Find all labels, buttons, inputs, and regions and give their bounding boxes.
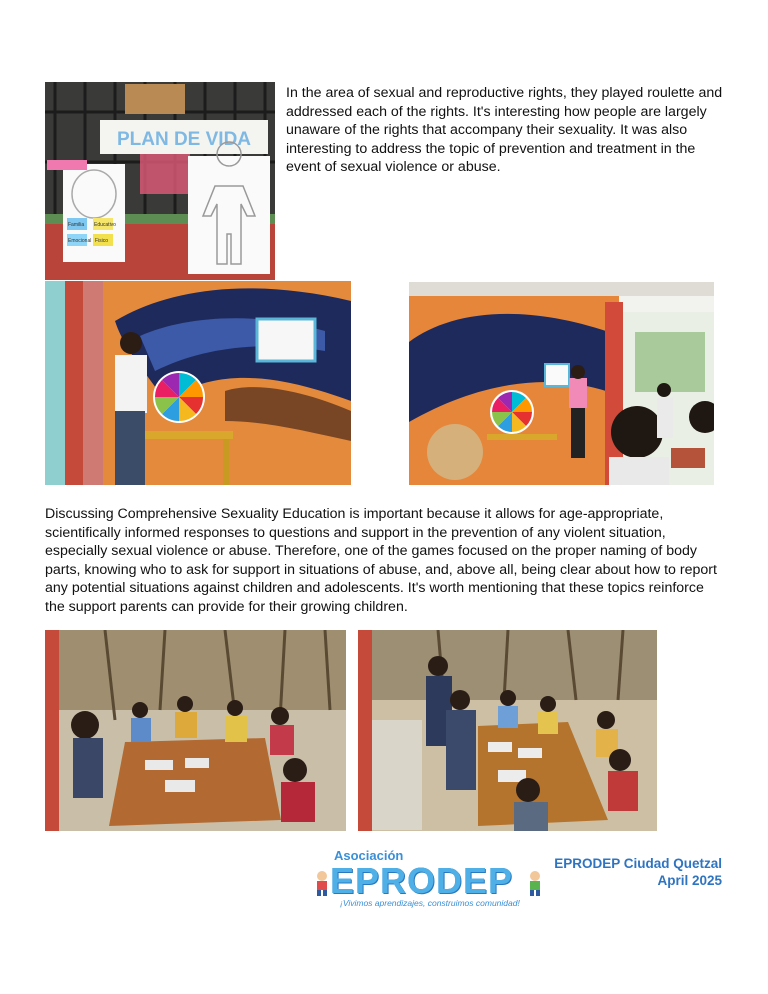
logo-name-text: EPRODEP [330,860,514,901]
footer-org: EPRODEP Ciudad Quetzal [554,856,722,871]
logo-tagline: ¡Vivimos aprendizajes, construimos comunidad! [340,898,520,908]
note-familia: Familia [68,222,85,228]
eprodep-logo [310,848,525,910]
logo-association-text: Asociación [334,848,404,863]
photo-roulette-participants [409,282,714,485]
banner-text: PLAN DE VIDA [116,129,252,150]
note-emocional: Emocional [68,238,92,244]
note-fisico: Fisico [95,238,109,244]
photo-roulette-facilitator [45,281,351,485]
photo-outdoor-group-right [358,630,657,831]
child-right-icon [525,870,545,896]
photo-outdoor-group-left [45,630,346,831]
footer-date: April 2025 [657,873,722,888]
paragraph-cse: Discussing Comprehensive Sexuality Education is important because it allows for age-appropriate, scientifically informed responses to questions and support in the prevention of any violent situation, especially sexual violence or abuse. Therefore, one of the games focused on the proper naming of body parts, knowing who to ask for support in situations of abuse, and, above all, being clear about how to report any potential situations against children and adolescents. It's worth mentioning that these topics reinforce the support parents can provide for their growing children. [45,506,717,615]
child-left-icon [312,870,332,896]
paragraph-rights: In the area of sexual and reproductive rights, they played roulette and addressed each of the rights. It's interesting how people are largely unaware of the rights that accompany their sexuality. It was also interesting to address the topic of prevention and treatment in the event of sexual violence or abuse. [286,85,723,176]
note-educativo: Educativo [94,222,116,228]
footer-info [554,855,722,889]
photo-plan-de-vida [45,82,275,280]
